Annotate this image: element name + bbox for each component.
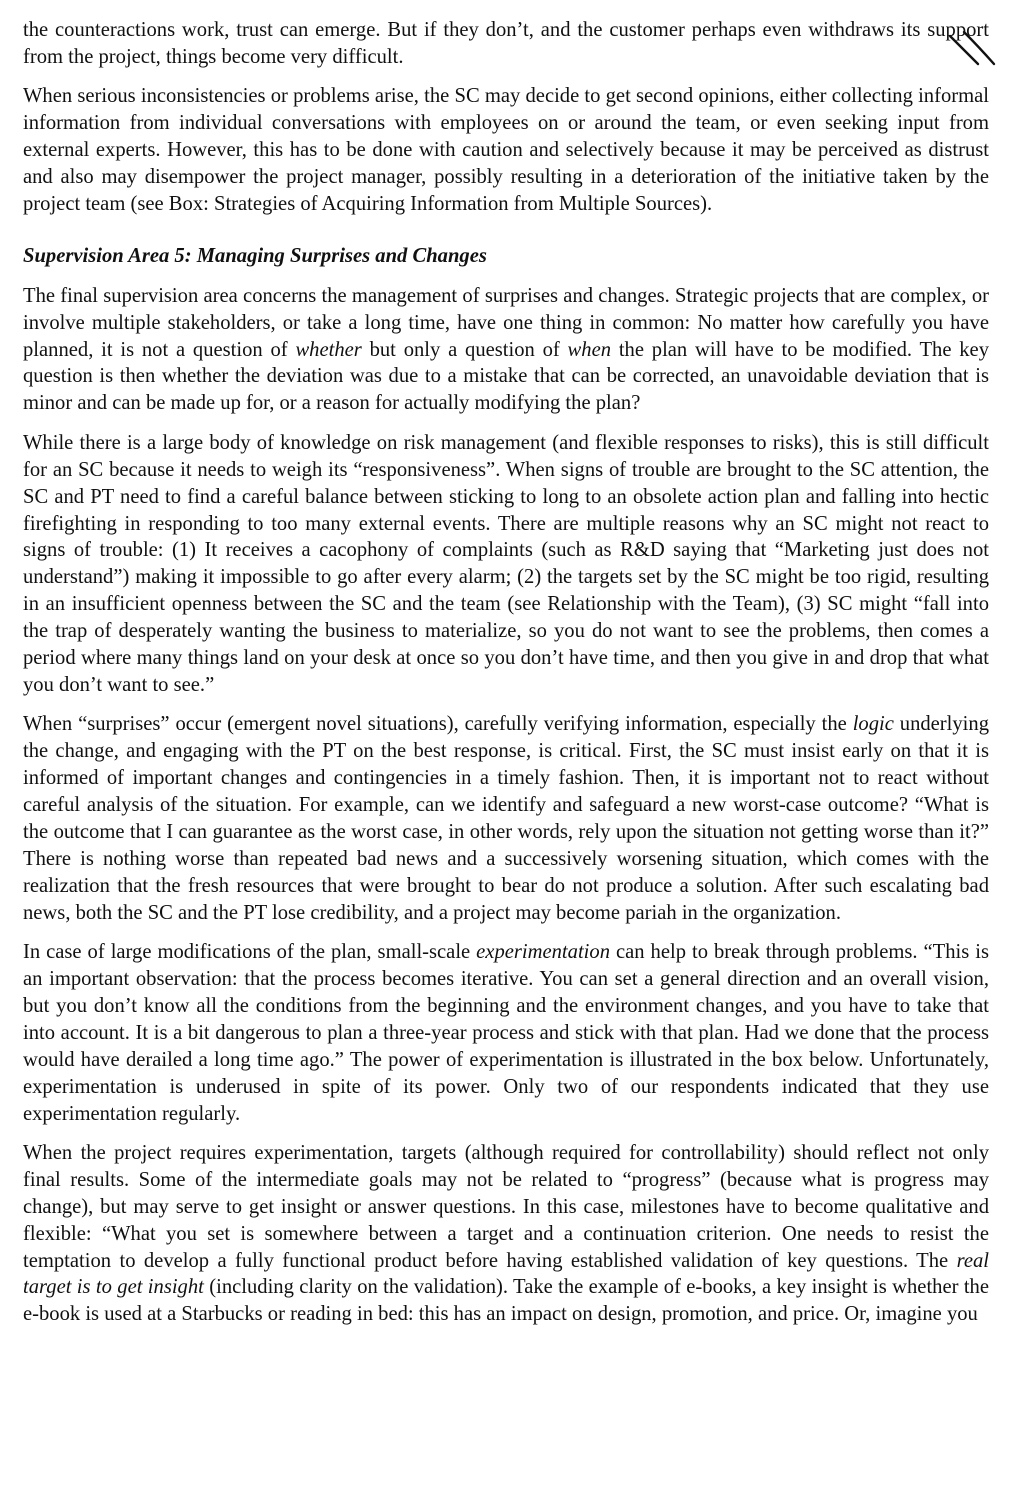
text-run: can help to break through problems. “This is an important observation: that the process becomes iterative. You can set a general direction and an overall vision, but you don’t know all the conditions from the beginning and the environment changes, and you have to take that into account. It is a bit dangerous to plan a three-year process and stick with that plan. Had we done that the process would have derailed a long time ago.” The power of experimentation is illustrated in the box below. Unfortunately, experimentation is underused in spite of its power. Only two of our respondents indicated that they use experimentation regularly. — [23, 941, 989, 1125]
text-run: When the project requires experimentation, targets (although required for controllability) should reflect not only final results. Some of the intermediate goals may not be related to “progress” (because what is progress may change), but may serve to get insight or answer questions. In this case, milestones have to become qualitative and flexible: “What you set is somewhere between a target and a continuation criterion. One needs to resist the temptation to develop a fully functional product before having established validation of key questions. The — [23, 1141, 989, 1272]
emphasis-when: when — [567, 338, 612, 361]
section-heading: Supervision Area 5: Managing Surprises and Changes — [23, 244, 487, 267]
text-run: In case of large modifications of the plan, small-scale — [23, 941, 477, 964]
paragraph-risk-management: While there is a large body of knowledge on risk management (and flexible responses to risks), this is still difficult for an SC because it needs to weigh its “responsiveness”. When signs of trouble are brought to the SC attention, the SC and PT need to find a careful balance between sticking to long to an obsolete action plan and falling into hectic firefighting in responding to too many external events. There are multiple reasons why an SC might not react to signs of trouble: (1) It receives a cacophony of complaints (such as R&D saying that “Marketing just does not understand”) making it impossible to go after every alarm; (2) the targets set by the SC might be too rigid, resulting in an insufficient openness between the SC and the team (see Relationship with the Team), (3) SC might “fall into the trap of desperately wanting the business to materialize, so you do not want to see the problems, then comes a period where many things land on your desk at once so you don’t have time, and then you give in and drop that what you don’t want to see.” — [23, 431, 989, 696]
emphasis-experimentation: experimentation — [476, 941, 610, 964]
document-page — [23, 0, 989, 1328]
paragraph-final-supervision-area — [23, 283, 989, 418]
emphasis-whether: whether — [295, 338, 362, 361]
paragraph-continuation: the counteractions work, trust can emerge. But if they don’t, and the customer perhaps even withdraws its support from the project, things become very difficult. — [23, 19, 989, 68]
text-run: The final supervision area concerns the management of surprises and changes. Strategic projects that are complex, or involve multiple stakeholders, or take a long time, have one thing in common: No matter how carefully you have planned, it is not a question of — [23, 284, 989, 361]
text-run: When “surprises” occur (emergent novel situations), carefully verifying information, especially the — [23, 713, 853, 736]
handwritten-mark-icon — [940, 18, 1000, 72]
text-run: underlying the change, and engaging with the PT on the best response, is critical. First, the SC must insist early on that it is informed of important changes and contingencies in a timely fashion. Then, it is important not to react without careful analysis of the situation. For example, can we identify and safeguard a new worst-case outcome? “What is the outcome that I can guarantee as the worst case, in other words, rely upon the situation not getting worse than it?” There is nothing worse than repeated bad news and a successively worsening situation, which comes with the realization that the fresh resources that were brought to bear do not produce a solution. After such escalating bad news, both the SC and the PT lose credibility, and a project may become pariah in the organization. — [23, 713, 990, 924]
paragraph-second-opinions: When serious inconsistencies or problems arise, the SC may decide to get second opinions, either collecting informal information from individual conversations with employees on or around the team, or even seeking input from external experts. However, this has to be done with caution and selectively because it may be perceived as distrust and also may disempower the project manager, possibly resulting in a deterioration of the initiative taken by the project team (see Box: Strategies of Acquiring Information from Multiple Sources). — [23, 85, 989, 215]
paragraph-surprises — [23, 711, 989, 926]
text-run: the plan will have to be modified. The key question is then whether the deviation was due to a mistake that can be corrected, an unavoidable deviation that is minor and can be made up for, or a reason for actually modifying the plan? — [23, 338, 989, 415]
emphasis-real-target: real target is to get insight — [23, 1249, 989, 1299]
paragraph-targets — [23, 1140, 989, 1328]
emphasis-logic: logic — [852, 713, 894, 736]
text-run: (including clarity on the validation). Take the example of e-books, a key insight is whether the e-book is used at a Starbucks or reading in bed: this has an impact on design, promotion, and price. Or, imagine you — [23, 1276, 989, 1326]
text-run: but only a question of — [361, 338, 568, 361]
paragraph-experimentation — [23, 939, 989, 1127]
